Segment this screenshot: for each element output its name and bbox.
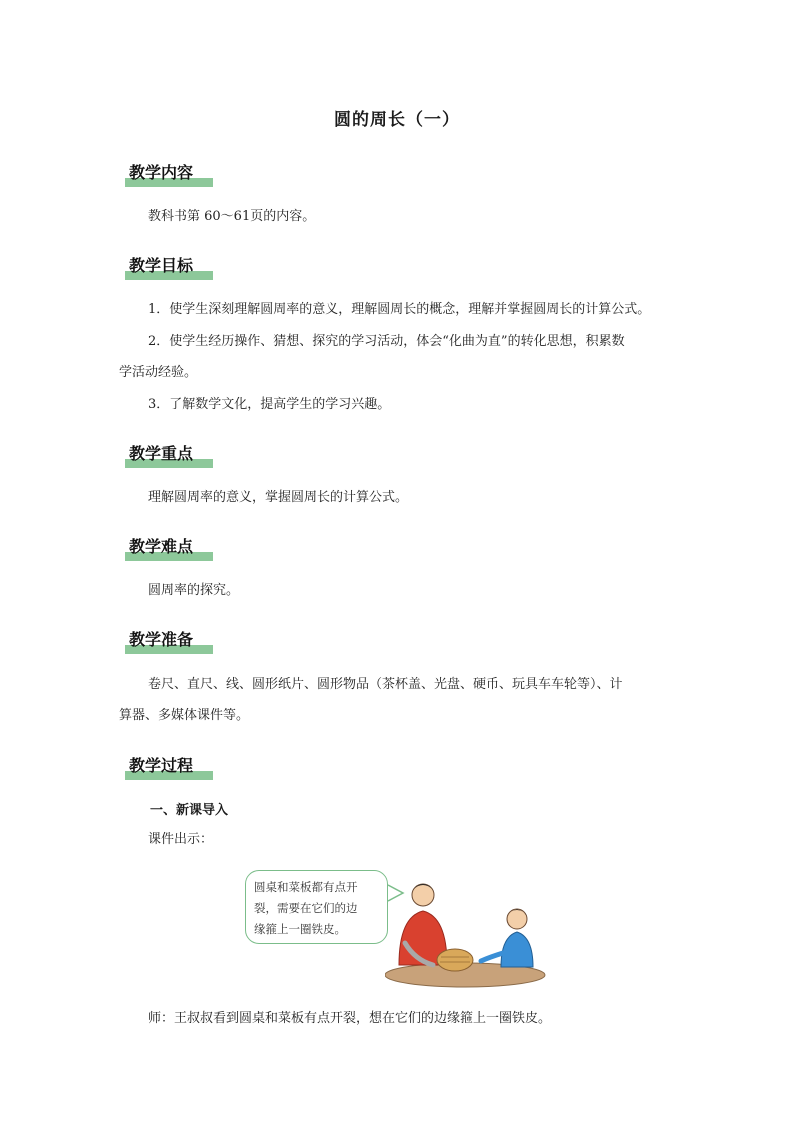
content-text: 教科书第 60～61页的内容。 — [148, 209, 316, 224]
section-heading-label: 教学过程 — [129, 756, 194, 775]
boy-arm — [481, 953, 503, 961]
section-heading-label: 教学准备 — [129, 630, 194, 649]
goal-item-1: 1．使学生深刻理解圆周率的意义，理解圆周长的概念，理解并掌握圆周长的计算公式。 — [148, 302, 651, 317]
preparation-line-1: 卷尺、直尺、线、圆形纸片、圆形物品（茶杯盖、光盘、硬币、玩具车车轮等）、计 — [148, 677, 623, 692]
section-heading-label: 教学重点 — [129, 444, 194, 463]
bubble-line-1: 圆桌和菜板都有点开 — [254, 880, 358, 894]
section-heading-key-points — [125, 444, 193, 468]
goal-item-3: 3．了解数学文化，提高学生的学习兴趣。 — [148, 397, 391, 412]
bubble-tail — [388, 885, 403, 901]
difficulties-text: 圆周率的探究。 — [148, 583, 240, 598]
cutting-board — [437, 949, 473, 971]
goal-item-2-line-1: 2．使学生经历操作、猜想、探究的学习活动，体会“化曲为直”的转化思想，积累数 — [148, 334, 625, 349]
subheading-new-lesson: 一、新课导入 — [150, 803, 229, 818]
preparation-line-2: 算器、多媒体课件等。 — [119, 708, 250, 723]
courseware-text: 课件出示： — [148, 832, 214, 847]
section-heading-difficulties — [125, 537, 193, 561]
section-heading-process — [125, 756, 193, 780]
teacher-line: 师：王叔叔看到圆桌和菜板有点开裂，想在它们的边缘箍上一圈铁皮。 — [148, 1011, 552, 1026]
bubble-line-3: 缘箍上一圈铁皮。 — [254, 922, 346, 936]
page-title: 圆的周长（一） — [334, 110, 460, 130]
boy-head — [507, 909, 527, 929]
bubble-line-2: 裂，需要在它们的边 — [254, 901, 358, 915]
people-at-table-illustration — [385, 865, 555, 990]
section-heading-preparation — [125, 630, 193, 654]
speech-bubble — [245, 870, 388, 944]
section-heading-content — [125, 163, 193, 187]
section-heading-label: 教学内容 — [129, 163, 194, 182]
goal-item-2-line-2: 学活动经验。 — [119, 365, 198, 380]
lesson-illustration — [245, 865, 555, 990]
man-head — [412, 884, 434, 906]
key-points-text: 理解圆周率的意义，掌握圆周长的计算公式。 — [148, 490, 409, 505]
section-heading-label: 教学难点 — [129, 537, 194, 556]
boy-blue-shirt — [501, 932, 533, 967]
section-heading-goals — [125, 256, 193, 280]
section-heading-label: 教学目标 — [129, 256, 194, 275]
